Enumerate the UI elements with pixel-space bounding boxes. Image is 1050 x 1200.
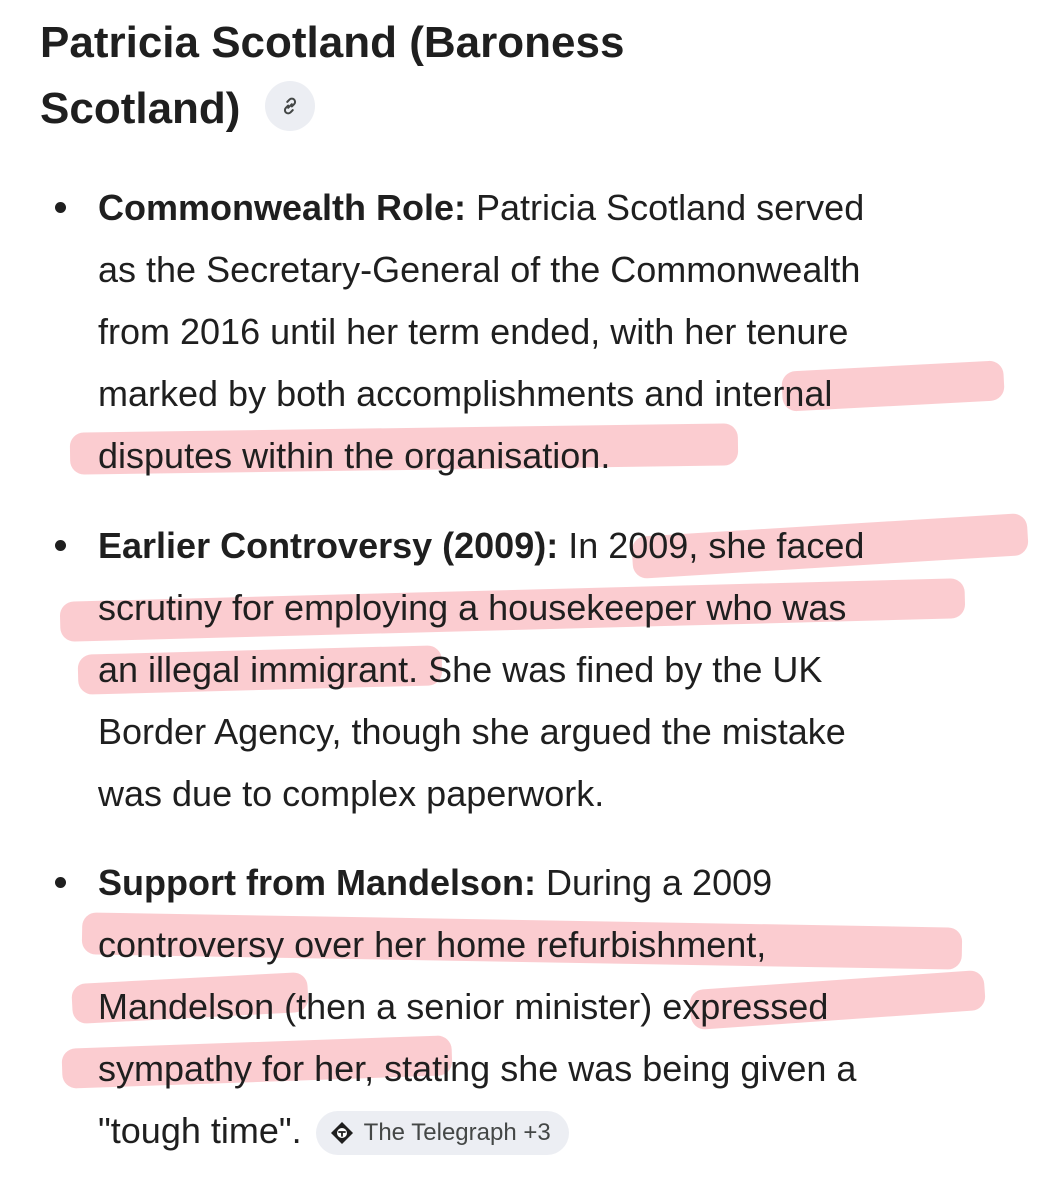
bullet-dot [55, 202, 66, 213]
item-line: scrutiny for employing a housekeeper who was [98, 587, 847, 628]
source-chip-label: The Telegraph +3 [363, 1119, 551, 1146]
item-line: Patricia Scotland served [466, 187, 865, 228]
item-line: During a 2009 [535, 862, 773, 903]
item-label: Support from Mandelson: [98, 862, 536, 903]
item-line: "tough time". [98, 1110, 302, 1151]
item-label: Earlier Controversy (2009): [98, 525, 559, 566]
item-line: In 2009, she faced [558, 525, 865, 566]
list-item-earlier-controversy [98, 515, 998, 825]
item-label: Commonwealth Role: [98, 187, 467, 228]
title-text: Patricia Scotland (Baroness Scotland) [40, 18, 625, 133]
list-item-support-from-mandelson [98, 852, 998, 1162]
telegraph-icon [330, 1121, 354, 1145]
bullet-dot [55, 877, 66, 888]
item-line: disputes within the organisation. [98, 435, 611, 476]
source-chip[interactable] [316, 1111, 569, 1155]
list-item-commonwealth-role [98, 177, 998, 487]
item-line: was due to complex paperwork. [98, 773, 605, 814]
item-line: marked by both accomplishments and internal [98, 373, 833, 414]
item-line: an illegal immigrant. She was fined by the UK [98, 649, 823, 690]
item-line: Border Agency, though she argued the mistake [98, 711, 846, 752]
item-line: from 2016 until her term ended, with her tenure [98, 311, 849, 352]
item-line: Mandelson (then a senior minister) expressed [98, 986, 829, 1027]
item-line: controversy over her home refurbishment, [98, 924, 767, 965]
item-line: as the Secretary-General of the Commonwealth [98, 249, 861, 290]
item-line: sympathy for her, stating she was being given a [98, 1048, 857, 1089]
bullet-dot [55, 540, 66, 551]
